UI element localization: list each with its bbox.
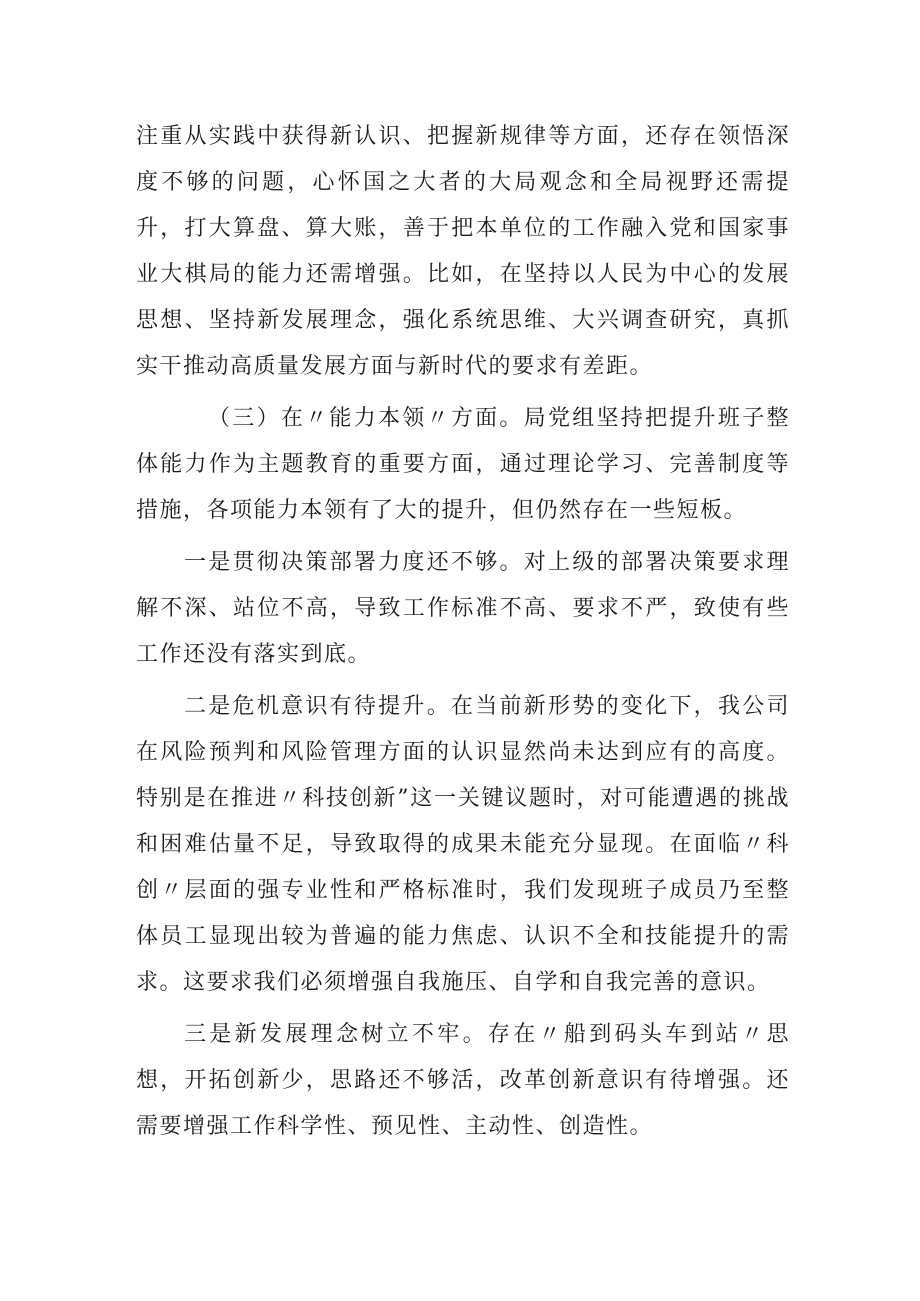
paragraph-point-one: 一是贯彻决策部署力度还不够。对上级的部署决策要求理解不深、站位不高，导致工作标准不高、要求不严，致使有些工作还没有落实到底。 [136, 550, 790, 667]
paragraph-point-three: 三是新发展理念树立不牢。存在〃船到码头车到站〃思想，开拓创新少，思路还不够活，改革创新意识有待增强。还需要增强工作科学性、预见性、主动性、创造性。 [136, 1022, 790, 1139]
paragraph-continuation: 注重从实践中获得新认识、把握新规律等方面，还存在领悟深度不够的问题，心怀国之大者的大局观念和全局视野还需提升，打大算盘、算大账，善于把本单位的工作融入党和国家事业大棋局的能力还需增强。比如，在坚持以人民为中心的发展思想、坚持新发展理念，强化系统思维、大兴调查研究，真抓实干推动高质量发展方面与新时代的要求有差距。 [136, 124, 790, 379]
document-body [136, 114, 790, 1156]
paragraph-section-three: （三）在〃能力本领〃方面。局党组坚持把提升班子整体能力作为主题教育的重要方面，通过理论学习、完善制度等措施，各项能力本领有了大的提升，但仍然存在一些短板。 [136, 406, 790, 523]
paragraph-point-two: 二是危机意识有待提升。在当前新形势的变化下，我公司在风险预判和风险管理方面的认识显然尚未达到应有的高度。特别是在推进〃科技创新”这一关键议题时，对可能遭遇的挑战和困难估量不足，导致取得的成果未能充分显现。在面临〃科创〃层面的强专业性和严格标准时，我们发现班子成员乃至整体员工显现出较为普遍的能力焦虑、认识不全和技能提升的需求。这要求我们必须增强自我施压、自学和自我完善的意识。 [136, 694, 790, 995]
